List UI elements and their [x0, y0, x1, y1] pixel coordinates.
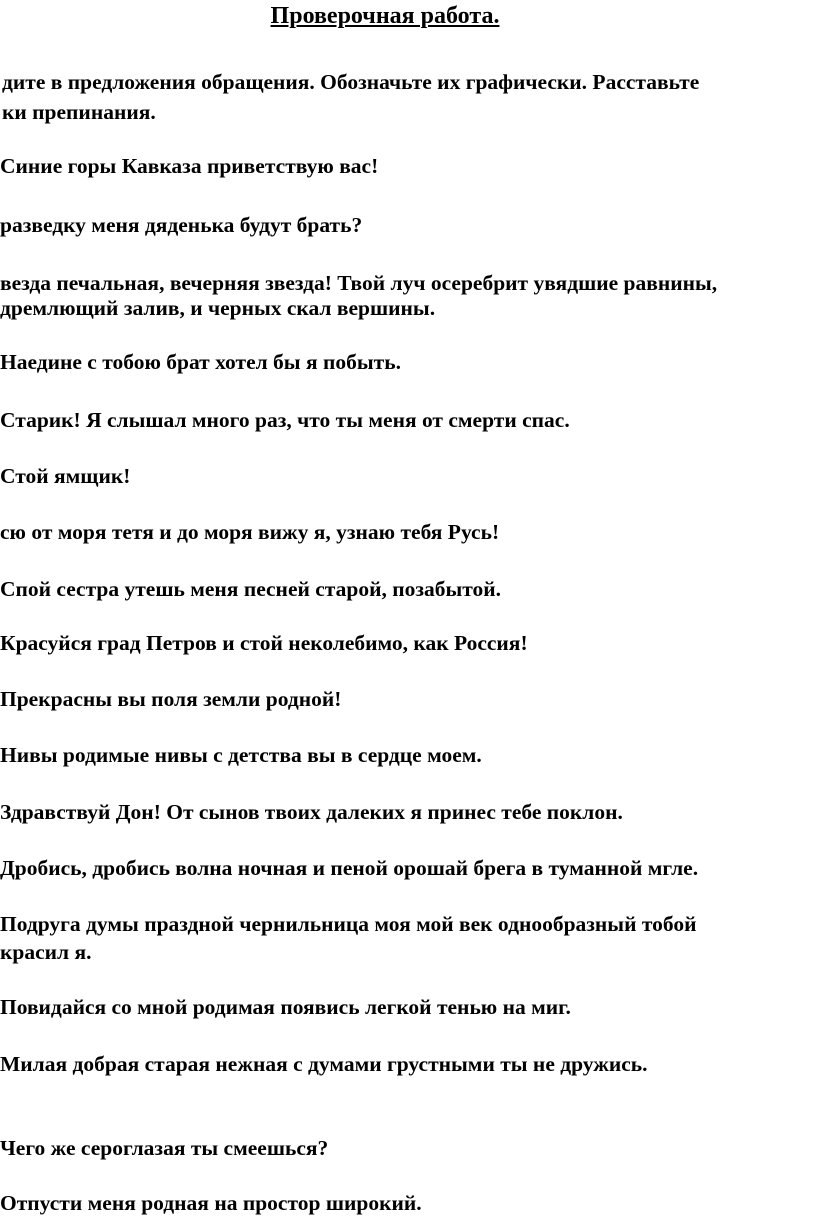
- sentence-line: Старик! Я слышал много раз, что ты меня от смерти спас.: [0, 408, 570, 432]
- sentence-line: везда печальная, вечерняя звезда! Твой луч осеребрит увядшие равнины,: [0, 271, 718, 295]
- sentence-line: Красуйся град Петров и стой неколебимо, как Россия!: [0, 631, 528, 655]
- sentence-line: Повидайся со мной родимая появись легкой тенью на миг.: [0, 995, 571, 1019]
- sentence-line: Милая добрая старая нежная с думами грустными ты не дружись.: [0, 1052, 648, 1076]
- task-instruction-line-2: ки препинания.: [2, 100, 156, 124]
- sentence-line: Синие горы Кавказа приветствую вас!: [0, 154, 379, 178]
- sentence-line: Здравствуй Дон! От сынов твоих далеких я принес тебе поклон.: [0, 800, 623, 824]
- sentence-line: сю от моря тетя и до моря вижу я, узнаю тебя Русь!: [0, 520, 500, 544]
- sentence-line: Прекрасны вы поля земли родной!: [0, 687, 342, 711]
- task-instruction-line-1: дите в предложения обращения. Обозначьте их графически. Расставьте: [2, 70, 700, 94]
- sentence-line: Чего же сероглазая ты смеешься?: [0, 1136, 329, 1160]
- sentence-line: Отпусти меня родная на простор широкий.: [0, 1191, 422, 1215]
- sentence-line: дремлющий залив, и черных скал вершины.: [0, 296, 436, 320]
- sentence-line: разведку меня дяденька будут брать?: [0, 213, 363, 237]
- sentence-line: Наедине с тобою брат хотел бы я побыть.: [0, 350, 401, 374]
- sentence-line: Дробись, дробись волна ночная и пеной орошай брега в туманной мгле.: [0, 856, 699, 880]
- sentence-line: красил я.: [0, 940, 92, 964]
- sentence-line: Подруга думы праздной чернильница моя мой век однообразный тобой: [0, 912, 697, 936]
- sentence-line: Нивы родимые нивы с детства вы в сердце моем.: [0, 743, 482, 767]
- sentence-line: Стой ямщик!: [0, 464, 131, 488]
- document-title: Проверочная работа.: [270, 3, 500, 29]
- sentence-line: Спой сестра утешь меня песней старой, позабытой.: [0, 577, 502, 601]
